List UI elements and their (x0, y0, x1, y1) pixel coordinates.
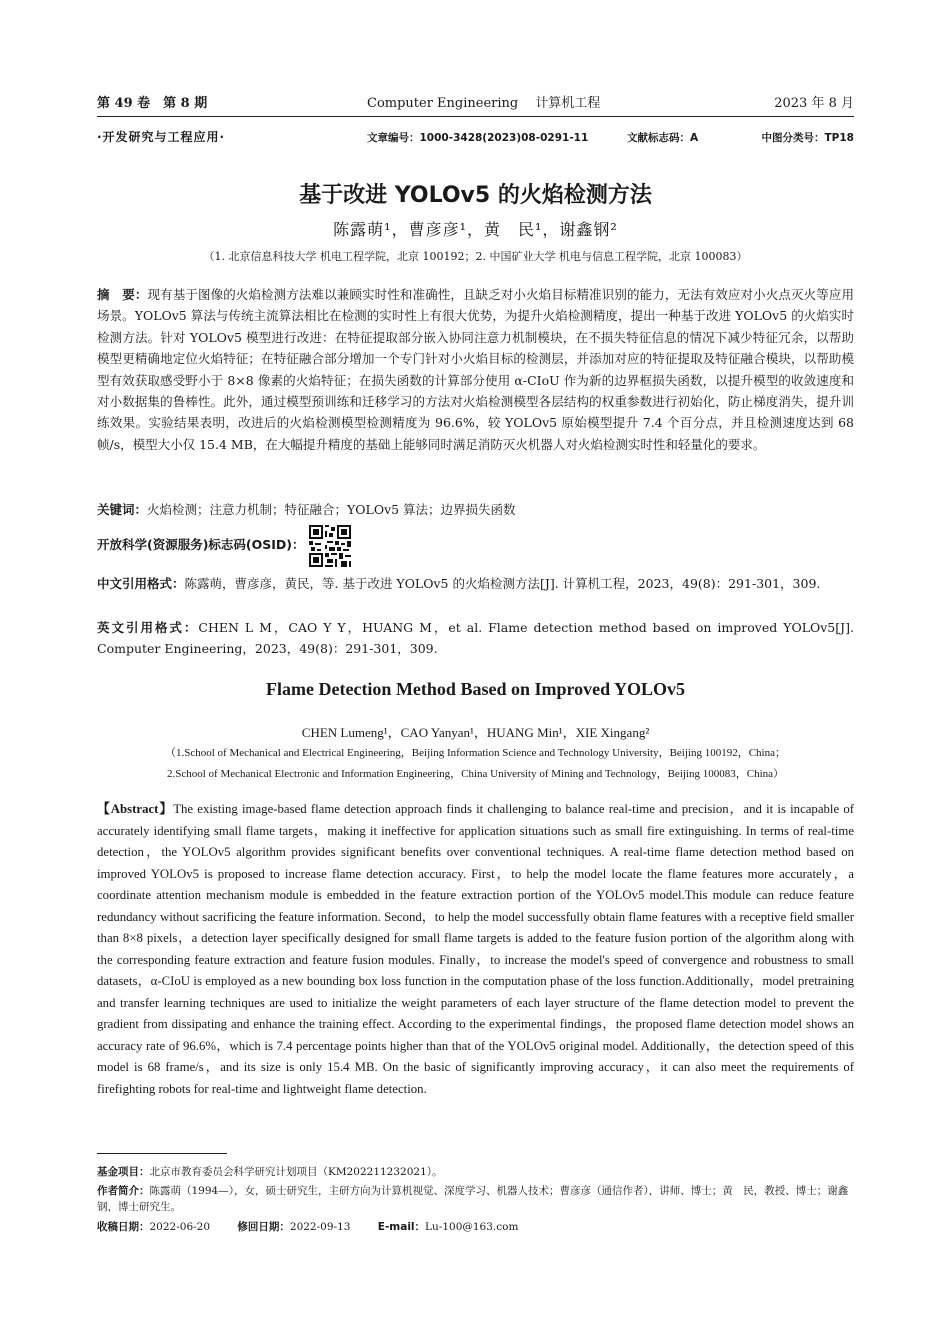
qr-code-icon[interactable] (309, 525, 351, 567)
bio-text: 陈露萌（1994—），女，硕士研究生，主研方向为计算机视觉、深度学习、机器人技术；曹彦彦（通信作者），讲师、博士；黄 民，教授、博士；谢鑫钢，博士研究生。 (97, 1185, 849, 1213)
citation-chinese-format (97, 573, 854, 594)
citation-en-text: CHEN L M，CAO Y Y，HUANG M，et al. Flame detection method based on improved YOLOv5[J]. Computer Engineering，2023，49(8)：291-301，309. (97, 620, 854, 657)
journal-name: Computer Engineering 计算机工程 (367, 96, 601, 111)
author-bio-footnote (97, 1183, 854, 1215)
citation-cn-label: 中文引用格式： (97, 576, 185, 591)
citation-english-format (97, 617, 854, 660)
keywords-chinese (97, 499, 854, 520)
keywords-text: 火焰检测；注意力机制；特征融合；YOLOv5 算法；边界损失函数 (147, 502, 516, 517)
citation-cn-text: 陈露萌，曹彦彦，黄民，等. 基于改进 YOLOv5 的火焰检测方法[J]. 计算机工程，2023，49(8)：291-301，309. (184, 576, 821, 591)
osid-row (97, 524, 854, 567)
abstract-en-text: The existing image-based flame detection approach finds it challenging to balance real-time and precision，and it is incapable of accurately identifying small flame targets，making it ineffective for application situations such as small fire extinguishing. In terms of real-time detection，the YOLOv5 algorithm provides significant benefits over conventional techniques. A real-time flame detection method based on improved YOLOv5 is proposed to increase flame detection accuracy. First，to help the model locate the flame features more accurately，a coordinate attention mechanism module is embedded in the feature extraction portion of the YOLOv5 model.This module can reduce feature redundancy without sacrificing the feature information. Second，to help the model successfully obtain flame features with a receptive field smaller than 8×8 pixels，a detection layer specifically designed for small flame targets is added to the feature fusion portion of the algorithm along with the corresponding feature extraction and feature fusion modules. Finally，to increase the model's speed of convergence and robustness to small datasets，α-CIoU is employed as a new bounding box loss function in the computation phase of the loss function.Additionally，model pretraining and transfer learning techniques are used to initialize the weight parameters of each layer structure of the flame detection model to prevent the gradient from dissipating and enhance the training effect. According to the experimental findings，the proposed flame detection model shows an accuracy rate of 96.6%，which is 7.4 percentage points higher than that of the YOLOv5 original model. Additionally，the detection speed of this model is 68 frame/s，and its size is only 15.4 MB. On the basic of significantly improving accuracy，it can also meet the requirements of firefighting robots for real-time and lightweight flame detection. (97, 802, 855, 1096)
title-chinese: 基于改进 YOLOv5 的火焰检测方法 (299, 183, 652, 208)
fund-footnote (97, 1164, 854, 1180)
authors-english: CHEN Lumeng¹，CAO Yanyan¹，HUANG Min¹，XIE Xingang² (301, 725, 650, 740)
revised-date (237, 1221, 350, 1233)
affiliation-chinese: （1. 北京信息科技大学 机电工程学院，北京 100192；2. 中国矿业大学 机电与信息工程学院，北京 100083） (203, 250, 748, 263)
revised-value: 2022-09-13 (289, 1221, 351, 1233)
fund-text: 北京市教育委员会科学研究计划项目（KM202211232021）。 (149, 1166, 443, 1178)
email (378, 1221, 519, 1233)
footnote-rule (97, 1153, 227, 1154)
document-code: 文献标志码：A (627, 132, 699, 144)
abstract-label: 摘 要： (97, 287, 148, 302)
article-meta (97, 130, 854, 146)
revised-label: 修回日期： (237, 1221, 290, 1233)
abstract-english (97, 799, 854, 1100)
column-label: ·开发研究与工程应用· (97, 130, 226, 144)
article-number: 文章编号：1000-3428(2023)08-0291-11 (367, 132, 589, 144)
received-value: 2022-06-20 (149, 1221, 211, 1233)
citation-en-label: 英文引用格式： (97, 620, 199, 635)
email-link[interactable]: Lu-100@163.com (425, 1221, 519, 1233)
issue-date: 2023 年 8 月 (774, 96, 854, 111)
affiliation-english-1: （1.School of Mechanical and Electrical Engineering，Beijing Information Science and Technology University，Beijing 100192，China； (165, 747, 786, 759)
received-date (97, 1221, 210, 1233)
email-label: E-mail： (377, 1221, 426, 1233)
abstract-en-label: 【Abstract】 (97, 802, 174, 816)
header-rule (97, 116, 854, 117)
fund-label: 基金项目： (97, 1166, 150, 1178)
abstract-chinese (97, 284, 854, 455)
received-label: 收稿日期： (97, 1221, 150, 1233)
classification-number: 中图分类号：TP18 (761, 132, 854, 144)
affiliation-english-2: 2.School of Mechanical Electronic and Information Engineering，China University of Mining and Technology，Beijing 100083，China） (166, 768, 785, 780)
dates-footnote (97, 1219, 854, 1235)
title-english: Flame Detection Method Based on Improved YOLOv5 (266, 679, 685, 699)
volume-issue: 第 49 卷 第 8 期 (97, 96, 208, 111)
running-header (97, 92, 854, 112)
bio-label: 作者简介： (97, 1185, 150, 1197)
keywords-label: 关键词： (97, 502, 148, 517)
authors-chinese: 陈露萌¹，曹彦彦¹，黄 民¹，谢鑫钢² (333, 220, 618, 239)
abstract-text: 现有基于图像的火焰检测方法难以兼顾实时性和准确性，且缺乏对小火焰目标精准识别的能力，无法有效应对小火点灭火等应用场景。YOLOv5 算法与传统主流算法相比在检测的实时性上有很大优势，为提升火焰检测精度，提出一种基于改进 YOLOv5 的火焰实时检测方法。针对 YOLOv5 模型进行改进：在特征提取部分嵌入协同注意力机制模块，在不损失特征信息的情况下减少特征冗余，以帮助模型更精确地定位火焰特征；在特征融合部分增加一个专门针对小火焰目标的检测层，并添加对应的特征提取及特征融合模块，以帮助模型有效获取感受野小于 8×8 像素的火焰特征；在损失函数的计算部分使用 α-CIoU 作为新的边界框损失函数，以提升模型的收敛速度和对小数据集的鲁棒性。此外，通过模型预训练和迁移学习的方法对火焰检测模型各层结构的权重参数进行初始化，防止梯度消失，提升训练效果。实验结果表明，改进后的火焰检测模型检测精度为 96.6%，较 YOLOv5 原始模型提升 7.4 个百分点，并且检测速度达到 68 帧/s，模型大小仅 15.4 MB，在大幅提升精度的基础上能够同时满足消防灭火机器人对火焰检测实时性和轻量化的要求。 (97, 287, 854, 452)
osid-label: 开放科学(资源服务)标志码(OSID)： (97, 537, 305, 552)
